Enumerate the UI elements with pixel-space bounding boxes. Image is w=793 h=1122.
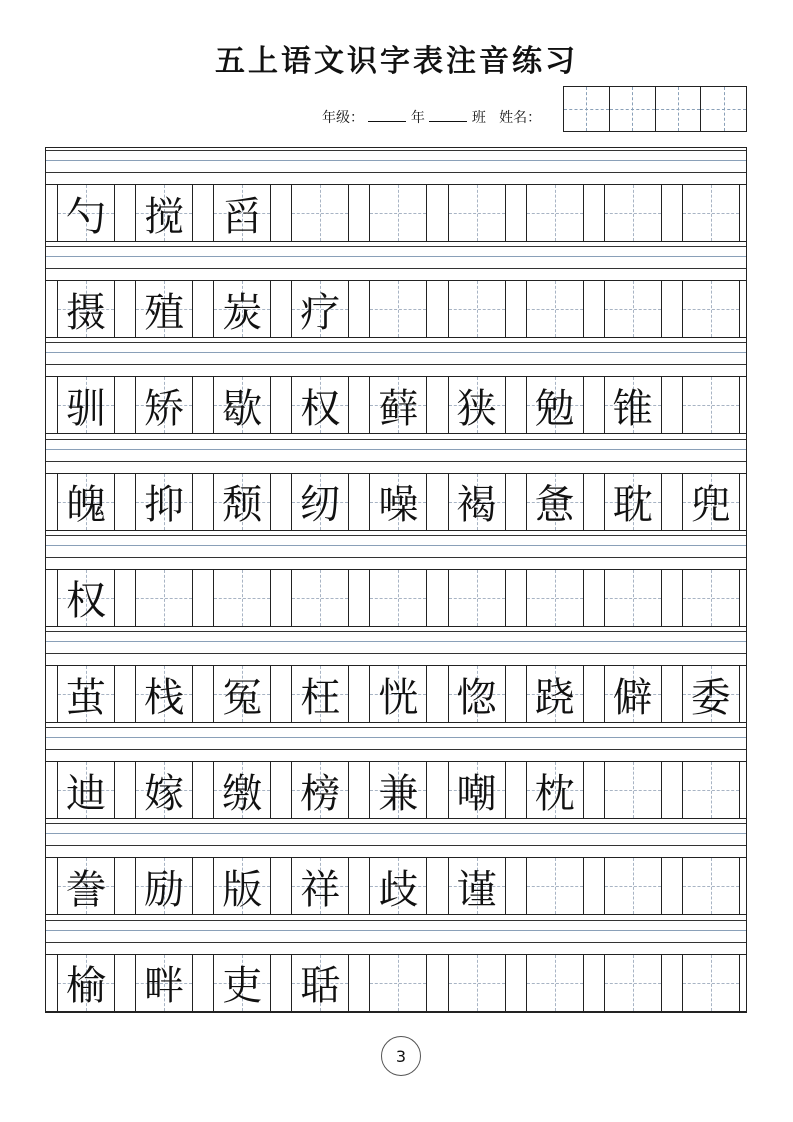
- character: 纫: [300, 482, 341, 529]
- class-label: 班: [471, 110, 486, 126]
- character: 榆: [66, 963, 106, 1010]
- pinyin-guide-line: [46, 631, 746, 632]
- tianzige-cell[interactable]: [369, 185, 427, 241]
- pinyin-guide-line: [46, 823, 746, 824]
- character: 魄: [66, 482, 106, 529]
- tianzige-cell[interactable]: [213, 570, 271, 626]
- pinyin-guide-line: [46, 535, 746, 536]
- pinyin-guide-line: [46, 352, 746, 353]
- character: 权: [300, 385, 341, 432]
- tianzige-cell[interactable]: [604, 762, 662, 818]
- tianzige-cell[interactable]: [57, 377, 115, 433]
- tianzige-cell[interactable]: [369, 762, 427, 818]
- pinyin-guide-line: [46, 461, 746, 462]
- character: 嘲: [456, 770, 497, 817]
- tianzige-cell[interactable]: [369, 281, 427, 337]
- tianzige-cell[interactable]: [682, 474, 740, 530]
- character: 疗: [300, 289, 341, 336]
- character: 畔: [144, 963, 185, 1010]
- tianzige-cell[interactable]: [369, 955, 427, 1011]
- tianzige-cell[interactable]: [57, 185, 115, 241]
- tianzige-cell[interactable]: [604, 570, 662, 626]
- pinyin-guide-line: [46, 449, 746, 450]
- tianzige-cell[interactable]: [291, 666, 349, 722]
- tianzige-cell[interactable]: [213, 281, 271, 337]
- tianzige-cell[interactable]: [135, 281, 193, 337]
- character: 勺: [66, 193, 106, 240]
- tianzige-cell[interactable]: [135, 377, 193, 433]
- character: 冤: [222, 674, 263, 721]
- character: 摄: [66, 289, 106, 336]
- tianzige-cell[interactable]: [448, 281, 506, 337]
- character: 歧: [378, 866, 419, 913]
- tianzige-cell[interactable]: [526, 377, 584, 433]
- tianzige-cell[interactable]: [291, 377, 349, 433]
- pinyin-guide-line: [46, 930, 746, 931]
- tianzige-cell[interactable]: [682, 858, 740, 914]
- pinyin-guide-line: [46, 920, 746, 921]
- pinyin-guide-line: [46, 653, 746, 654]
- character-row: [46, 376, 746, 434]
- tianzige-cell[interactable]: [213, 762, 271, 818]
- character-row: [46, 280, 746, 338]
- tianzige-cell[interactable]: [135, 474, 193, 530]
- character: 舀: [222, 193, 263, 240]
- character: 惫: [534, 482, 575, 529]
- tianzige-cell[interactable]: [526, 955, 584, 1011]
- tianzige-cell[interactable]: [682, 377, 740, 433]
- name-cell[interactable]: [656, 87, 702, 131]
- tianzige-cell[interactable]: [604, 377, 662, 433]
- tianzige-cell[interactable]: [526, 762, 584, 818]
- tianzige-cell[interactable]: [291, 762, 349, 818]
- character: 吏: [222, 963, 263, 1010]
- name-cell[interactable]: [610, 87, 656, 131]
- tianzige-cell[interactable]: [604, 281, 662, 337]
- student-info: [322, 107, 541, 127]
- character: 勉: [534, 385, 575, 432]
- tianzige-cell[interactable]: [57, 666, 115, 722]
- tianzige-cell[interactable]: [213, 377, 271, 433]
- character: 嫁: [144, 770, 185, 817]
- page-title: 五上语文识字表注音练习: [215, 44, 578, 79]
- tianzige-cell[interactable]: [369, 666, 427, 722]
- tianzige-cell[interactable]: [526, 474, 584, 530]
- character: 僻: [612, 674, 653, 721]
- tianzige-cell[interactable]: [448, 474, 506, 530]
- character: 耽: [612, 482, 653, 529]
- page-number: 3: [381, 1036, 421, 1076]
- tianzige-cell[interactable]: [682, 570, 740, 626]
- character: 聒: [300, 963, 341, 1010]
- character: 颓: [222, 482, 263, 529]
- tianzige-cell[interactable]: [57, 858, 115, 914]
- pinyin-guide-line: [46, 845, 746, 846]
- writing-grid: [45, 147, 747, 1013]
- pinyin-guide-line: [46, 172, 746, 173]
- character: 茧: [66, 674, 106, 721]
- tianzige-cell[interactable]: [213, 955, 271, 1011]
- tianzige-cell[interactable]: [213, 185, 271, 241]
- tianzige-cell[interactable]: [604, 185, 662, 241]
- pinyin-guide-line: [46, 545, 746, 546]
- tianzige-cell[interactable]: [291, 570, 349, 626]
- tianzige-cell[interactable]: [604, 474, 662, 530]
- character: 炭: [222, 289, 263, 336]
- tianzige-cell[interactable]: [291, 858, 349, 914]
- character: 矫: [144, 385, 185, 432]
- tianzige-cell[interactable]: [526, 858, 584, 914]
- pinyin-guide-line: [46, 160, 746, 161]
- tianzige-cell[interactable]: [369, 474, 427, 530]
- character: 歇: [222, 385, 263, 432]
- character: 迪: [66, 770, 106, 817]
- tianzige-cell[interactable]: [526, 185, 584, 241]
- tianzige-cell[interactable]: [291, 474, 349, 530]
- tianzige-cell[interactable]: [604, 955, 662, 1011]
- character: 抑: [144, 482, 185, 529]
- name-cell[interactable]: [564, 87, 610, 131]
- character: 枉: [300, 674, 341, 721]
- character: 誊: [66, 866, 106, 913]
- character-row: [46, 954, 746, 1012]
- tianzige-cell[interactable]: [135, 955, 193, 1011]
- tianzige-cell[interactable]: [135, 762, 193, 818]
- tianzige-cell[interactable]: [291, 185, 349, 241]
- character: 兜: [690, 482, 731, 529]
- year-label: 年: [410, 110, 425, 126]
- tianzige-cell[interactable]: [135, 185, 193, 241]
- tianzige-cell[interactable]: [135, 570, 193, 626]
- pinyin-guide-line: [46, 641, 746, 642]
- tianzige-cell[interactable]: [213, 474, 271, 530]
- tianzige-cell[interactable]: [682, 281, 740, 337]
- pinyin-guide-line: [46, 737, 746, 738]
- tianzige-cell[interactable]: [57, 474, 115, 530]
- pinyin-guide-line: [46, 942, 746, 943]
- pinyin-guide-line: [46, 268, 746, 269]
- tianzige-cell[interactable]: [448, 762, 506, 818]
- character-row: [46, 473, 746, 531]
- tianzige-cell[interactable]: [57, 570, 115, 626]
- name-cell[interactable]: [701, 87, 746, 131]
- tianzige-cell[interactable]: [213, 666, 271, 722]
- tianzige-cell[interactable]: [604, 666, 662, 722]
- character: 搅: [144, 193, 185, 240]
- tianzige-cell[interactable]: [604, 858, 662, 914]
- tianzige-cell[interactable]: [448, 185, 506, 241]
- name-grid[interactable]: [563, 86, 747, 132]
- class-blank[interactable]: [429, 109, 467, 122]
- character: 缴: [222, 770, 263, 817]
- tianzige-cell[interactable]: [682, 955, 740, 1011]
- tianzige-cell[interactable]: [682, 666, 740, 722]
- tianzige-cell[interactable]: [682, 185, 740, 241]
- character: 榜: [300, 770, 341, 817]
- tianzige-cell[interactable]: [448, 570, 506, 626]
- tianzige-cell[interactable]: [135, 666, 193, 722]
- pinyin-guide-line: [46, 833, 746, 834]
- pinyin-guide-line: [46, 342, 746, 343]
- tianzige-cell[interactable]: [291, 281, 349, 337]
- tianzige-cell[interactable]: [57, 281, 115, 337]
- pinyin-guide-line: [46, 749, 746, 750]
- character: 惚: [456, 674, 497, 721]
- pinyin-guide-line: [46, 150, 746, 151]
- character: 恍: [378, 674, 419, 721]
- tianzige-cell[interactable]: [448, 666, 506, 722]
- character-row: [46, 184, 746, 242]
- character-row: [46, 665, 746, 723]
- character: 褐: [456, 482, 497, 529]
- character: 权: [66, 578, 106, 625]
- tianzige-cell[interactable]: [369, 570, 427, 626]
- tianzige-cell[interactable]: [526, 666, 584, 722]
- character: 锥: [612, 385, 653, 432]
- character: 殖: [144, 289, 185, 336]
- tianzige-cell[interactable]: [448, 955, 506, 1011]
- grade-label: 年级：: [322, 110, 364, 126]
- pinyin-guide-line: [46, 364, 746, 365]
- tianzige-cell[interactable]: [682, 762, 740, 818]
- name-label: 姓名：: [499, 110, 542, 126]
- character: 谨: [456, 866, 497, 913]
- character: 枕: [534, 770, 575, 817]
- character: 跷: [534, 674, 575, 721]
- character: 版: [222, 866, 263, 913]
- tianzige-cell[interactable]: [57, 955, 115, 1011]
- tianzige-cell[interactable]: [291, 955, 349, 1011]
- pinyin-guide-line: [46, 246, 746, 247]
- tianzige-cell[interactable]: [448, 377, 506, 433]
- character-row: [46, 761, 746, 819]
- pinyin-guide-line: [46, 439, 746, 440]
- character: 励: [144, 866, 185, 913]
- tianzige-cell[interactable]: [213, 858, 271, 914]
- tianzige-cell[interactable]: [369, 377, 427, 433]
- grade-blank[interactable]: [368, 109, 406, 122]
- tianzige-cell[interactable]: [57, 762, 115, 818]
- character: 狭: [456, 385, 497, 432]
- tianzige-cell[interactable]: [135, 858, 193, 914]
- character-row: [46, 857, 746, 915]
- tianzige-cell[interactable]: [526, 281, 584, 337]
- character: 祥: [300, 866, 341, 913]
- character: 委: [690, 674, 731, 721]
- character: 兼: [378, 770, 419, 817]
- character: 噪: [378, 482, 419, 529]
- character-row: [46, 569, 746, 627]
- character: 栈: [144, 674, 185, 721]
- pinyin-guide-line: [46, 256, 746, 257]
- pinyin-guide-line: [46, 557, 746, 558]
- pinyin-guide-line: [46, 727, 746, 728]
- tianzige-cell[interactable]: [369, 858, 427, 914]
- character: 驯: [66, 385, 106, 432]
- tianzige-cell[interactable]: [526, 570, 584, 626]
- character: 藓: [378, 385, 419, 432]
- tianzige-cell[interactable]: [448, 858, 506, 914]
